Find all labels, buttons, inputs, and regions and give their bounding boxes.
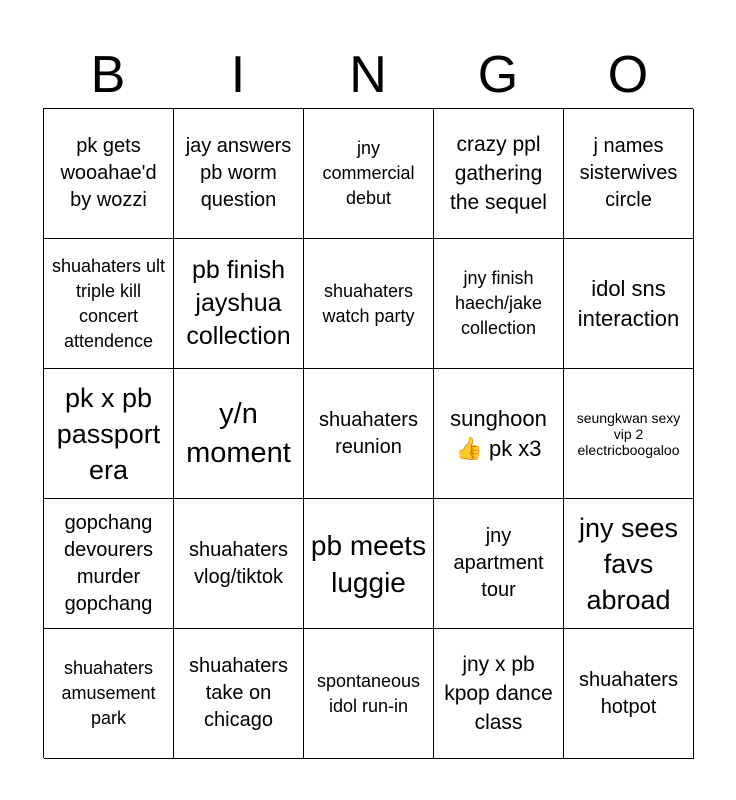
bingo-cell-r1c2[interactable] (174, 109, 304, 239)
bingo-header (43, 42, 693, 108)
bingo-cell-r3c3[interactable] (304, 369, 434, 499)
header-letter-i: I (230, 46, 246, 104)
bingo-cell-r4c5[interactable] (564, 499, 694, 629)
cell-text: pk gets wooahae'd by wozzi (60, 135, 157, 211)
bingo-cell-r2c4[interactable] (434, 239, 564, 369)
cell-text: shuahaters watch party (322, 280, 415, 326)
header-letter-o: O (607, 46, 649, 104)
bingo-cell-r4c3[interactable] (304, 499, 434, 629)
cell-text: shuahaters ult triple kill concert attendence (51, 255, 166, 351)
bingo-cell-r5c5[interactable] (564, 629, 694, 759)
header-letter-n: N (349, 46, 387, 104)
bingo-cell-r5c4[interactable] (434, 629, 564, 759)
bingo-cell-r1c1[interactable] (44, 109, 174, 239)
cell-text: shuahaters hotpot (579, 668, 678, 718)
cell-text: j names sisterwives circle (579, 135, 678, 211)
cell-text: jay answers pb worm question (185, 135, 292, 211)
cell-text: jny apartment tour (453, 525, 544, 601)
cell-text: pb finish jayshua collection (186, 256, 291, 350)
bingo-cell-r4c2[interactable] (174, 499, 304, 629)
cell-text: jny commercial debut (322, 138, 415, 208)
cell-text: jny sees favs abroad (578, 512, 679, 615)
cell-text: jny finish haech/jake collection (454, 268, 543, 338)
bingo-cell-r5c3[interactable] (304, 629, 434, 759)
bingo-cell-r2c3[interactable] (304, 239, 434, 369)
bingo-cell-r4c4[interactable] (434, 499, 564, 629)
cell-text: sunghoon 👍 pk x3 (450, 405, 547, 461)
cell-text: y/n moment (186, 397, 291, 469)
bingo-cell-r3c2[interactable] (174, 369, 304, 499)
bingo-cell-r2c5[interactable] (564, 239, 694, 369)
header-letter-g: G (477, 46, 519, 104)
cell-text: spontaneous idol run-in (316, 670, 421, 716)
cell-text: pk x pb passport era (56, 382, 161, 485)
bingo-cell-r2c1[interactable] (44, 239, 174, 369)
bingo-cell-r1c5[interactable] (564, 109, 694, 239)
cell-text: gopchang devourers murder gopchang (64, 511, 153, 615)
cell-text: shuahaters vlog/tiktok (189, 538, 288, 588)
cell-text: crazy ppl gathering the sequel (450, 133, 547, 214)
cell-text: seungkwan sexy vip 2 electricboogaloo (576, 409, 681, 458)
bingo-cell-r5c1[interactable] (44, 629, 174, 759)
bingo-cell-r4c1[interactable] (44, 499, 174, 629)
cell-text: shuahaters reunion (319, 408, 418, 458)
bingo-cell-r3c1[interactable] (44, 369, 174, 499)
bingo-cell-r3c4[interactable] (434, 369, 564, 499)
bingo-cell-r5c2[interactable] (174, 629, 304, 759)
cell-text: shuahaters amusement park (61, 658, 156, 728)
bingo-cell-r3c5[interactable] (564, 369, 694, 499)
cell-text: shuahaters take on chicago (189, 655, 288, 731)
bingo-cell-r2c2[interactable] (174, 239, 304, 369)
cell-text: idol sns interaction (577, 275, 680, 331)
cell-text: pb meets luggie (310, 529, 427, 598)
bingo-board (43, 108, 693, 758)
bingo-cell-r1c4[interactable] (434, 109, 564, 239)
cell-text: jny x pb kpop dance class (444, 653, 553, 734)
bingo-cell-r1c3[interactable] (304, 109, 434, 239)
header-letter-b: B (90, 46, 126, 104)
